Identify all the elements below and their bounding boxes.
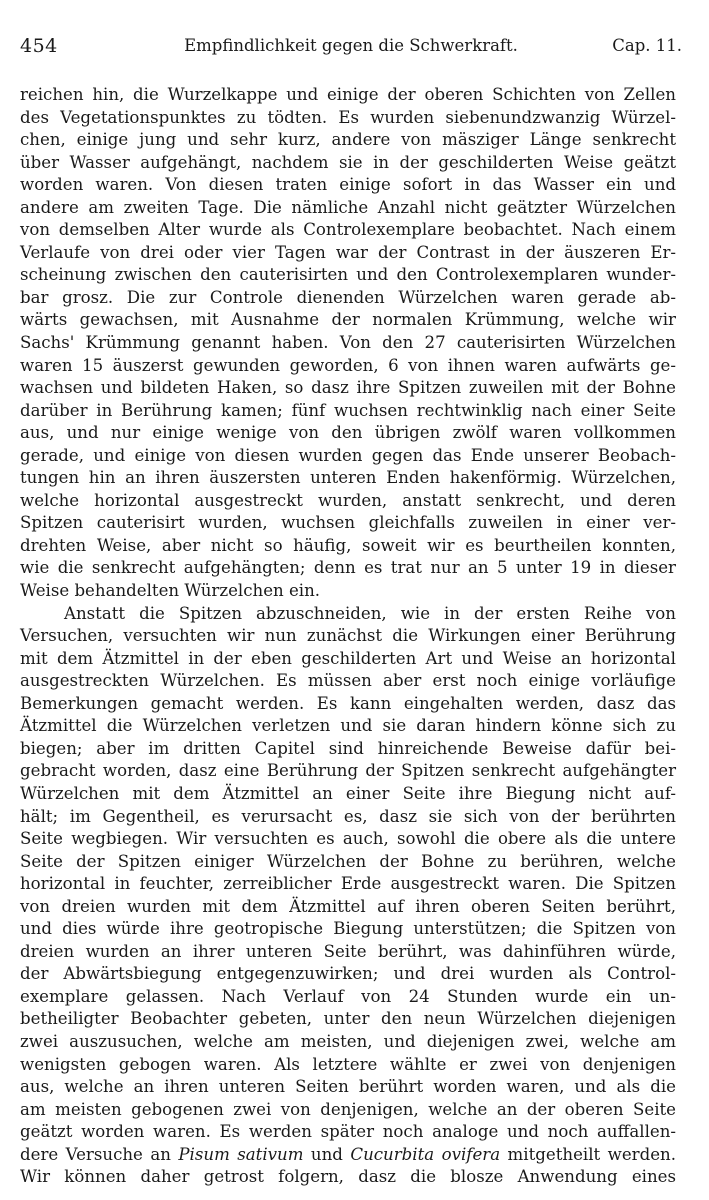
text-line: worden waren. Von diesen traten einige sofort in das Wasser ein und [20, 175, 676, 195]
text-line: Seite wegbiegen. Wir versuchten es auch, sowohl die obere als die untere [20, 829, 676, 849]
text-line: Verlaufe von drei oder vier Tagen war der Contrast in der äuszeren Er- [20, 242, 676, 262]
text-line: tungen hin an ihren äuszersten unteren Enden hakenförmig. Würzelchen, [20, 468, 676, 488]
text-line: Sachs' Krümmung genannt haben. Von den 27 cauterisirten Würzelchen [20, 333, 676, 353]
line-text-between-species: und [303, 1144, 351, 1164]
text-line: Seite der Spitzen einiger Würzelchen der Bohne zu berühren, welche [20, 851, 676, 871]
text-line: aus, und nur einige wenige von den übrigen zwölf waren vollkommen [20, 423, 676, 443]
text-line: der Abwärtsbiegung entgegenzuwirken; und drei wurden als Control- [20, 964, 676, 984]
text-line: dreien wurden an ihrer unteren Seite berührt, was dahinführen würde, [20, 941, 676, 961]
species-name-cucurbita: Cucurbita ovifera [350, 1144, 501, 1164]
text-line: am meisten gebogenen zwei von denjenigen, welche an der oberen Seite [20, 1099, 676, 1119]
text-line: Versuchen, versuchten wir nun zunächst die Wirkungen einer Berührung [20, 626, 676, 646]
text-line: Würzelchen mit dem Ätzmittel an einer Seite ihre Biegung nicht auf- [20, 783, 676, 803]
text-line: von demselben Alter wurde als Controlexemplare beobachtet. Nach einem [20, 220, 676, 240]
text-line: betheiligter Beobachter gebeten, unter den neun Würzelchen diejenigen [20, 1009, 676, 1029]
text-line: aus, welche an ihren unteren Seiten berührt worden waren, und als die [20, 1077, 676, 1097]
text-line: über Wasser aufgehängt, nachdem sie in der geschilderten Weise geätzt [20, 152, 676, 172]
text-line: scheinung zwischen den cauterisirten und den Controlexemplaren wunder- [20, 265, 676, 285]
text-line: bar grosz. Die zur Controle dienenden Würzelchen waren gerade ab- [20, 287, 676, 307]
text-line: biegen; aber im dritten Capitel sind hinreichende Beweise dafür bei- [20, 738, 676, 758]
text-line: und dies würde ihre geotropische Biegung unterstützen; die Spitzen von [20, 919, 676, 939]
text-line: hält; im Gegentheil, es verursacht es, dasz sie sich von der berührten [20, 806, 676, 826]
text-line-with-species [20, 1144, 676, 1167]
text-line: drehten Weise, aber nicht so häufig, soweit wir es beurtheilen konnten, [20, 535, 676, 555]
text-line: waren 15 äuszerst gewunden geworden, 6 von ihnen waren aufwärts ge- [20, 355, 676, 375]
text-line: Bemerkungen gemacht werden. Es kann eingehalten werden, dasz das [20, 693, 676, 713]
text-line: wie die senkrecht aufgehängten; denn es trat nur an 5 unter 19 in dieser [20, 558, 676, 578]
text-line: Wir können daher getrost folgern, dasz die blosze Anwendung eines [20, 1167, 676, 1187]
text-line: wachsen und bildeten Haken, so dasz ihre Spitzen zuweilen mit der Bohne [20, 378, 676, 398]
page-header [20, 33, 682, 59]
text-line: ausgestreckten Würzelchen. Es müssen aber erst noch einige vorläufige [20, 671, 676, 691]
text-line: gerade, und einige von diesen wurden gegen das Ende unserer Beobach- [20, 445, 676, 465]
chapter-reference: Cap. 11. [612, 36, 682, 55]
text-line: mit dem Ätzmittel in der eben geschilderten Art und Weise an horizontal [20, 648, 676, 668]
line-text-before-species: dere Versuche an [20, 1144, 179, 1164]
text-line: des Vegetationspunktes zu tödten. Es wurden siebenundzwanzig Würzel- [20, 107, 676, 127]
text-line: gebracht worden, dasz eine Berührung der Spitzen senkrecht aufgehängter [20, 761, 676, 781]
text-line: horizontal in feuchter, zerreiblicher Erde ausgestreckt waren. Die Spitzen [20, 874, 676, 894]
paragraph-end-line: Weise behandelten Würzelchen ein. [20, 581, 321, 601]
text-line: Spitzen cauterisirt wurden, wuchsen gleichfalls zuweilen in einer ver- [20, 513, 676, 533]
text-line: reichen hin, die Wurzelkappe und einige der oberen Schichten von Zellen [20, 85, 676, 104]
text-line: zwei auszusuchen, welche am meisten, und diejenigen zwei, welche am [20, 1031, 676, 1051]
text-line: andere am zweiten Tage. Die nämliche Anzahl nicht geätzter Würzelchen [20, 197, 676, 217]
text-line: wärts gewachsen, mit Ausnahme der normalen Krümmung, welche wir [20, 310, 676, 330]
line-text-after-species: mitgetheilt werden. [500, 1144, 676, 1164]
text-line: Ätzmittel die Würzelchen verletzen und sie daran hindern könne sich zu [20, 716, 676, 736]
text-line: darüber in Berührung kamen; fünf wuchsen rechtwinklig nach einer Seite [20, 400, 676, 420]
species-name-pisum: Pisum sativum [178, 1144, 304, 1164]
text-line: chen, einige jung und sehr kurz, andere von mäsziger Länge senkrecht [20, 130, 676, 150]
running-title: Empfindlichkeit gegen die Schwerkraft. [184, 36, 518, 55]
text-line: wenigsten gebogen waren. Als letztere wählte er zwei von denjenigen [20, 1054, 676, 1074]
text-line: exemplare gelassen. Nach Verlauf von 24 Stunden wurde ein un- [20, 986, 676, 1006]
text-line: von dreien wurden mit dem Ätzmittel auf ihren oberen Seiten berührt, [20, 896, 676, 916]
body-text [20, 84, 676, 1189]
text-line: geätzt worden waren. Es werden später noch analoge und noch auffallen- [20, 1122, 676, 1142]
paragraph-start-line: Anstatt die Spitzen abzuschneiden, wie in der ersten Reihe von [64, 603, 676, 623]
page-number: 454 [20, 35, 58, 57]
text-line: welche horizontal ausgestreckt wurden, anstatt senkrecht, und deren [20, 490, 676, 510]
